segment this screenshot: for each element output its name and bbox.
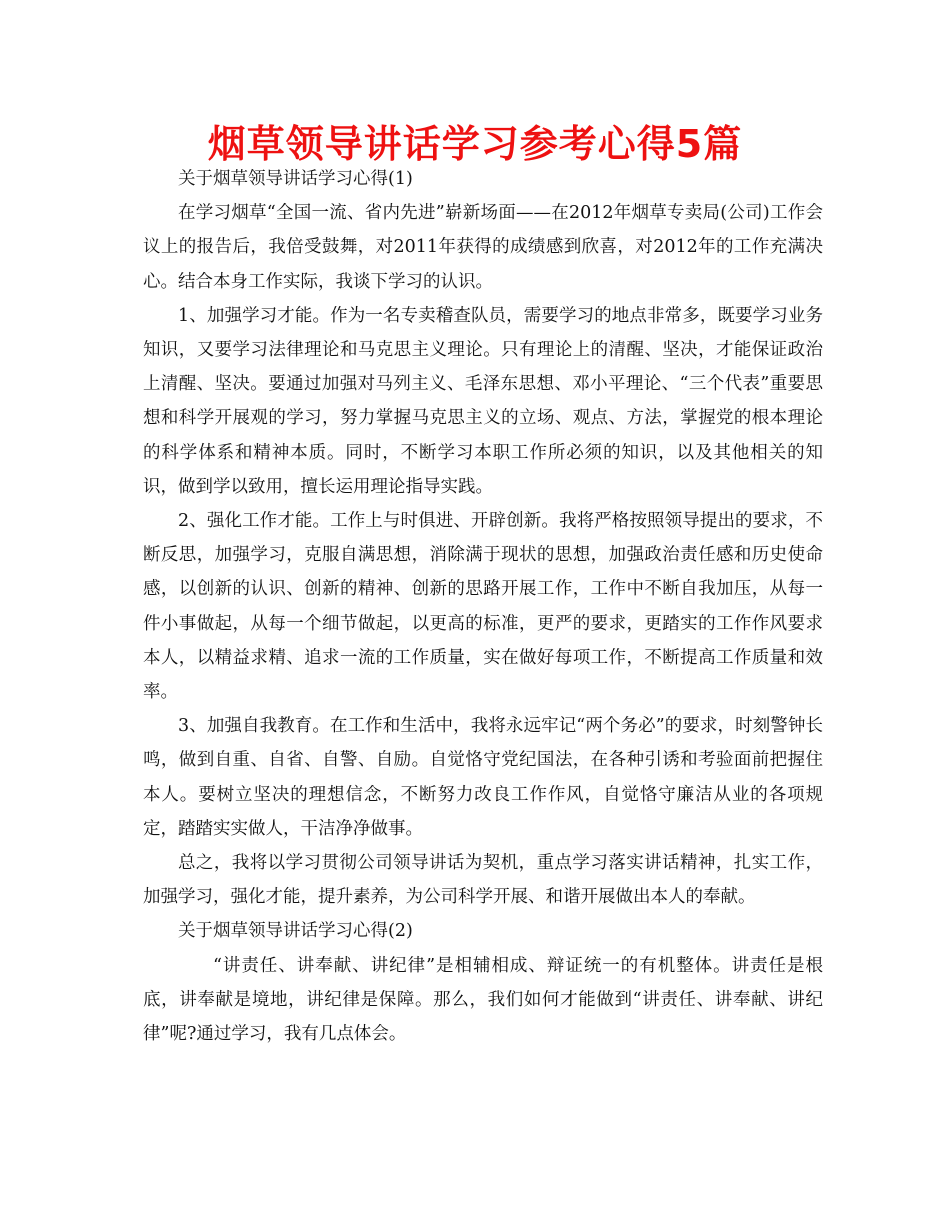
paragraph-intro: 在学习烟草“全国一流、省内先进”崭新场面——在2012年烟草专卖局(公司)工作会议上的报告后，我倍受鼓舞，对2011年获得的成绩感到欣喜，对2012年的工作充满决心。结合本身工作实际，我谈下学习的认识。	[143, 203, 823, 292]
paragraph-section-2-intro: “讲责任、讲奉献、讲纪律”是相辅相成、辩证统一的有机整体。讲责任是根底，讲奉献是境地，讲纪律是保障。那么，我们如何才能做到“讲责任、讲奉献、讲纪律”呢?通过学习，我有几点体会。	[143, 955, 823, 1045]
section-heading-1: 关于烟草领导讲话学习心得(1)	[178, 169, 413, 189]
paragraph-point-2: 2、强化工作才能。工作上与时俱进、开辟创新。我将严格按照领导提出的要求，不断反思，加强学习，克服自满思想，消除满于现状的思想，加强政治责任感和历史使命感，以创新的认识、创新的精神、创新的思路开展工作，工作中不断自我加压，从每一件小事做起，从每一个细节做起，以更高的标准，更严的要求，更踏实的工作作风要求本人，以精益求精、追求一流的工作质量，实在做好每项工作，不断提高工作质量和效率。	[143, 511, 823, 703]
paragraph-conclusion: 总之，我将以学习贯彻公司领导讲话为契机，重点学习落实讲话精神，扎实工作，加强学习，强化才能，提升素养，为公司科学开展、和谐开展做出本人的奉献。	[143, 853, 823, 908]
document-title: 烟草领导讲话学习参考心得5篇	[207, 122, 743, 166]
document-body	[143, 162, 823, 1051]
paragraph-point-1: 1、加强学习才能。作为一名专卖稽查队员，需要学习的地点非常多，既要学习业务知识，又要学习法律理论和马克思主义理论。只有理论上的清醒、坚决，才能保证政治上清醒、坚决。要通过加强对马列主义、毛泽东思想、邓小平理论、“三个代表”重要思想和科学开展观的学习，努力掌握马克思主义的立场、观点、方法，掌握党的根本理论的科学体系和精神本质。同时，不断学习本职工作所必须的知识，以及其他相关的知识，做到学以致用，擅长运用理论指导实践。	[143, 305, 823, 497]
section-heading-2: 关于烟草领导讲话学习心得(2)	[178, 921, 413, 942]
paragraph-point-3: 3、加强自我教育。在工作和生活中，我将永远牢记“两个务必”的要求，时刻警钟长鸣，做到自重、自省、自警、自励。自觉恪守党纪国法，在各种引诱和考验面前把握住本人。要树立坚决的理想信念，不断努力改良工作作风，自觉恪守廉洁从业的各项规定，踏踏实实做人，干洁净净做事。	[143, 716, 823, 839]
